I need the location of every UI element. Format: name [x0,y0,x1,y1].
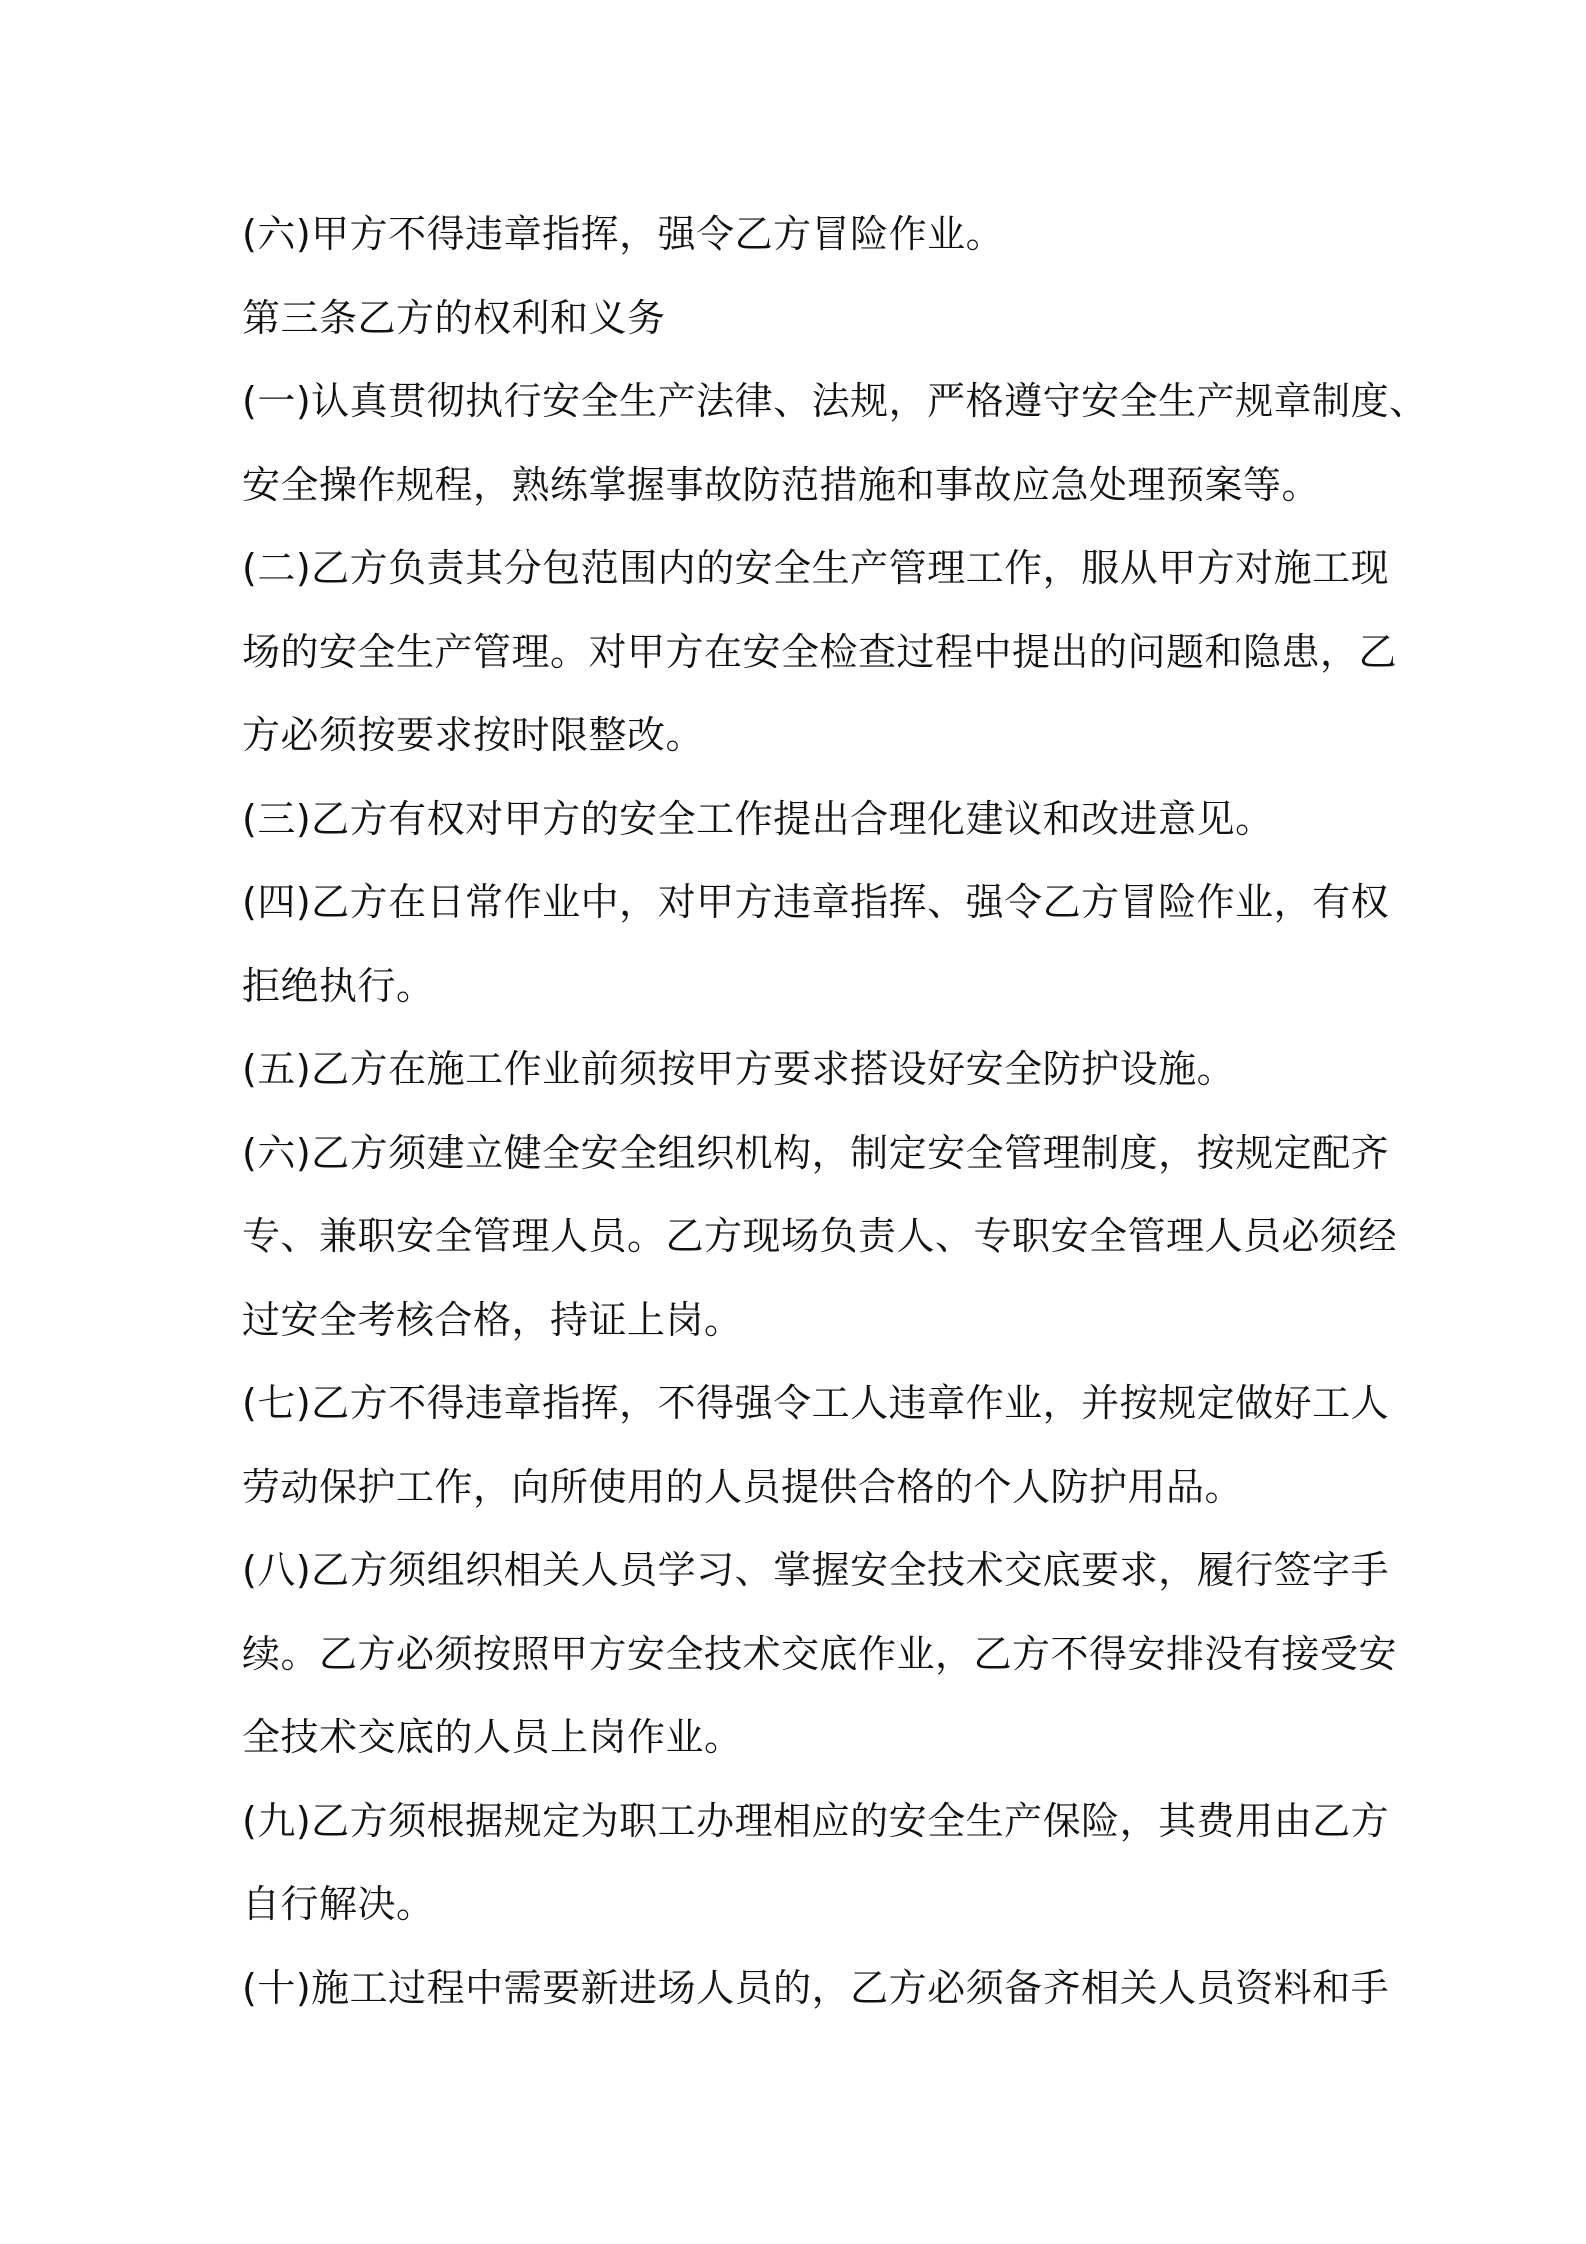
text-line: 场的安全生产管理。对甲方在安全检查过程中提出的问题和隐患，乙 [242,629,1398,674]
text-line: (一)认真贯彻执行安全生产法律、法规，严格遵守安全生产规章制度、 [242,379,1428,423]
text-line: (七)乙方不得违章指挥，不得强令工人违章作业，并按规定做好工人 [242,1381,1390,1425]
text-line: (十)施工过程中需要新进场人员的，乙方必须备齐相关人员资料和手 [242,1965,1390,2010]
text-line: (八)乙方须组织相关人员学习、掌握安全技术交底要求，履行签字手 [242,1548,1390,1592]
text-line: (四)乙方在日常作业中，对甲方违章指挥、强令乙方冒险作业，有权 [242,880,1390,924]
text-line: 安全操作规程，熟练掌握事故防范措施和事故应急处理预案等。 [242,462,1321,507]
text-line: 劳动保护工作，向所使用的人员提供合格的个人防护用品。 [242,1464,1244,1509]
text-line: 自行解决。 [242,1882,435,1926]
text-line: (二)乙方负责其分包范围内的安全生产管理工作，服从甲方对施工现 [242,546,1390,590]
document-body [242,193,1428,2030]
text-line: 拒绝执行。 [242,963,435,1008]
text-line: (九)乙方须根据规定为职工办理相应的安全生产保险，其费用由乙方 [242,1798,1390,1843]
text-line: 全技术交底的人员上岗作业。 [242,1715,743,1759]
text-line: (三)乙方有权对甲方的安全工作提出合理化建议和改进意见。 [242,796,1274,841]
text-line: 过安全考核合格，持证上岗。 [242,1297,743,1342]
text-line: (五)乙方在施工作业前须按甲方要求搭设好安全防护设施。 [242,1047,1236,1091]
text-line: 专、兼职安全管理人员。乙方现场负责人、专职安全管理人员必须经 [242,1214,1398,1258]
section-heading: 第三条乙方的权利和义务 [242,295,666,340]
text-line: (六)乙方须建立健全安全组织机构，制定安全管理制度，按规定配齐 [242,1130,1390,1175]
text-line: 续。乙方必须按照甲方安全技术交底作业，乙方不得安排没有接受安 [242,1631,1398,1676]
text-line: (六)甲方不得违章指挥，强令乙方冒险作业。 [242,212,1005,256]
text-line: 方必须按要求按时限整改。 [242,713,705,757]
